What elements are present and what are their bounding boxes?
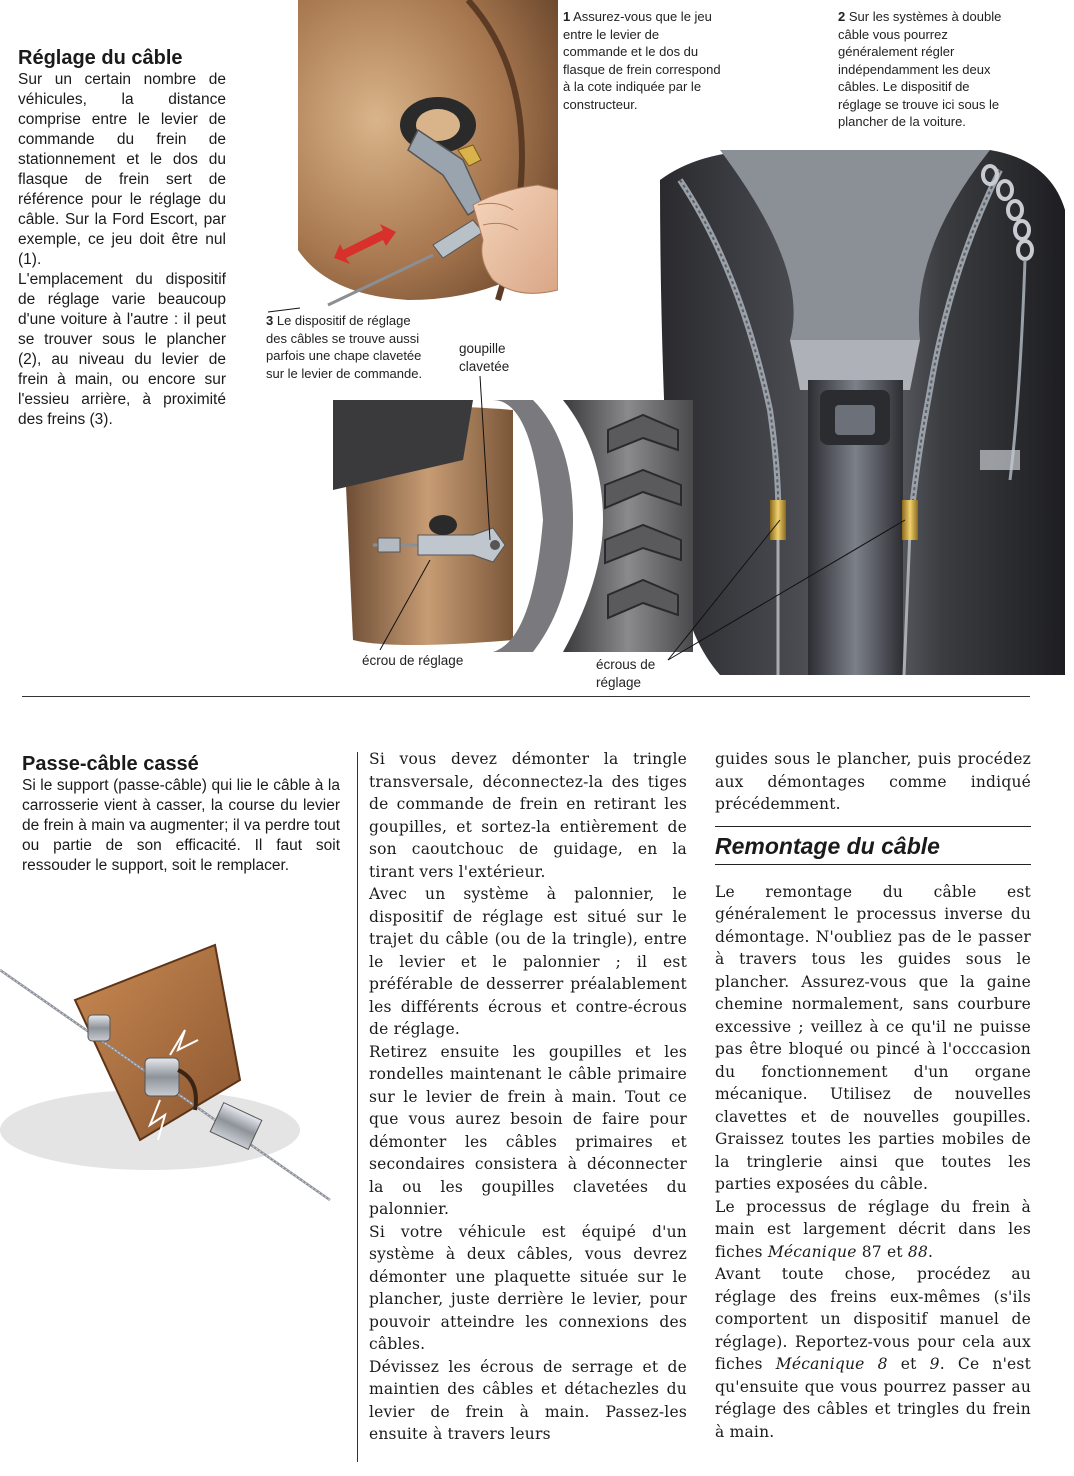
paragraph: Avec un système à palonnier, le dispositif de réglage est situé sur le trajet du câble (ou de la tringle), entre le levier et le palonnier ; il est préférable de desserrer préalablement les différents écrous et contre-écrous de réglage. (369, 885, 687, 1038)
section-passe-cable (22, 752, 340, 876)
subsection-title: Remontage du câble (715, 832, 940, 859)
text-run-italic: 8 (877, 1355, 888, 1373)
paragraph: guides sous le plancher, puis procédez aux démontages comme indiqué précédemment. (715, 750, 1031, 813)
column-2 (369, 748, 687, 1446)
paragraph: Le remontage du câble est généralement le processus inverse du démontage. N'oubliez pas de le passer à travers tous les guides sous le plancher. Assurez-vous que la gaine chemine normalement, sans courbure excessive ; veillez à ce qu'il ne puisse pas être bloqué ou pincé à l'occcasion du fonctionnement d'un organe mécanique. Utilisez de nouvelles clavettes et de nouvelles goupilles. Graissez toutes les parties mobiles de la tringlerie ainsi que toutes les parties exposées du câble. (715, 882, 1031, 1193)
column-divider (357, 752, 358, 1462)
caption-number: 3 (266, 313, 274, 328)
text-run: Avant toute chose, procédez au réglage des freins eux-mêmes (s'ils comportent un dispositif manuel de réglage). Reportez-vous pour cela aux fiches (715, 1265, 1031, 1373)
text-run-italic: 9 (929, 1355, 940, 1373)
text-run: 87 et (856, 1242, 908, 1261)
paragraph (715, 1263, 1031, 1443)
paragraph: Si vous devez démonter la tringle transversale, déconnectez-la des tiges de commande de frein en retirant les goupilles, et sortez-la entièrement de son caoutchouc de guidage, en la tirant vers l'extérieur. (369, 750, 687, 881)
label-ecrous: écrous de réglage (596, 657, 656, 690)
text-run-italic: Mécanique (775, 1355, 865, 1373)
caption-text: Sur les systèmes à double câble vous pourrez généralement régler indépendamment les deux câbles. Le dispositif de réglage se trouve ici sous le plancher de la voiture. (838, 9, 1002, 129)
paragraph: Si le support (passe-câble) qui lie le câble à la carrosserie vient à casser, la course du levier de frein à main va augmenter; il va perdre tout ou partie de son efficacité. Il faut soit ressouder le support, soit le remplacer. (22, 777, 340, 874)
text-run (865, 1355, 878, 1373)
paragraph (715, 1196, 1031, 1264)
text-run: . (928, 1242, 934, 1261)
caption-text: Le dispositif de réglage des câbles se trouve aussi parfois une chape clavetée sur le levier de commande. (266, 313, 423, 381)
caption-number: 2 (838, 9, 846, 24)
section-title: Passe-câble cassé (22, 753, 199, 775)
paragraph: Si votre véhicule est équipé d'un système à deux câbles, vous devrez démonter une plaquette située sur le plancher, juste derrière le levier, pour pouvoir atteindre les connexions des câbles. (369, 1222, 687, 1353)
caption-text: Assurez-vous que le jeu entre le levier de commande et le dos du flasque de frein correspond à la cote indiquée par le constructeur. (563, 9, 721, 112)
paragraph: Sur un certain nombre de véhicules, la distance comprise entre le levier de commande du frein de stationnement et le dos du flasque de frein sert de référence pour le réglage du câble. Sur la Ford Escort, par exemple, ce jeu doit être nul (1). (18, 71, 226, 268)
paragraph: Dévissez les écrous de serrage et de maintien des câbles et détachezles du levier de frein à main. Passez-les ensuite à travers leurs (369, 1357, 687, 1443)
illustration-broken-bracket (0, 930, 335, 1205)
text-run: Le processus de réglage du frein à main est largement décrit dans les fiches (715, 1197, 1031, 1261)
section-divider (22, 696, 1030, 697)
text-run-italic: 88 (907, 1242, 929, 1261)
leader-lines (0, 0, 1074, 700)
subsection-heading-box (715, 826, 1031, 865)
label-goupille: goupille clavetée (459, 341, 510, 374)
label-ecrou: écrou de réglage (362, 653, 464, 668)
text-run: et (887, 1355, 930, 1373)
paragraph: L'emplacement du dispositif de réglage varie beaucoup d'une voiture à l'autre : il peut se trouver sous le plancher (2), au niveau du levier de frein à main, ou encore sur l'essieu arrière, à proximité des freins (3). (18, 271, 226, 428)
section-title: Réglage du câble (18, 47, 183, 69)
caption-number: 1 (563, 9, 571, 24)
text-run-italic: Mécanique (767, 1242, 857, 1261)
text-run: . Ce n'est qu'ensuite que vous pourrez passer au réglage des câbles et tringles du frein à main. (715, 1355, 1031, 1441)
column-3 (715, 748, 1031, 1443)
paragraph: Retirez ensuite les goupilles et les rondelles maintenant le câble primaire sur le levier de frein à main. Tout ce que vous aurez besoin de faire pour démonter les câbles primaires et secondaires consistera à déconnecter la ou les goupilles clavetées du palonnier. (369, 1042, 687, 1218)
